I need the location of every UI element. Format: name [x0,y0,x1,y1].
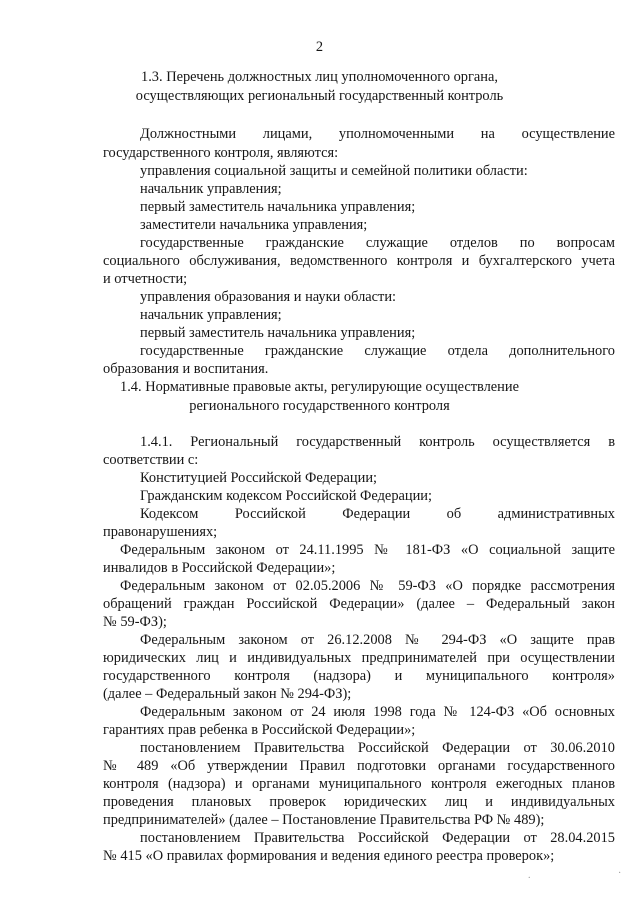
paragraph-line: государственного контроля, являются: [103,145,339,161]
paragraph-line: постановлением Правительства Российской Федерации от 28.04.2015 [140,830,615,846]
paragraph-line: Федеральным законом от 02.05.2006 № 59-ФЗ «О порядке рассмотрения [120,578,615,594]
paragraph-line: (далее – Федеральный закон № 294-ФЗ); [103,686,352,702]
section-1-4-heading-line-2: регионального государственного контроля [189,398,450,414]
paragraph-line: управления образования и науки области: [140,289,397,305]
paragraph-line: гарантиях прав ребенка в Российской Федерации»; [103,722,416,738]
paragraph-line: проведения плановых проверок юридических лиц и индивидуальных [103,794,615,810]
paragraph-line: обращений граждан Российской Федерации» (далее – Федеральный закон [103,596,615,612]
paragraph-line: начальник управления; [140,181,282,197]
paragraph-line: соответствии с: [103,452,199,468]
paragraph-line: постановлением Правительства Российской Федерации от 30.06.2010 [140,740,615,756]
paragraph-line: контроля (надзора) и органами муниципального контроля ежегодных планов [103,776,615,792]
paragraph-line: социального обслуживания, ведомственного контроля и бухгалтерского учета [103,253,615,269]
paragraph-line: и отчетности; [103,271,188,287]
paragraph-line: Федеральным законом от 24.11.1995 № 181-ФЗ «О социальной защите [120,542,615,558]
paragraph-line: образования и воспитания. [103,361,269,377]
page-number: 2 [315,39,324,55]
paragraph-line: правонарушениях; [103,524,218,540]
paragraph-line: 1.4.1. Региональный государственный контроль осуществляется в [140,434,615,450]
paragraph-line: начальник управления; [140,307,282,323]
section-1-4-heading-line-1: 1.4. Нормативные правовые акты, регулирующие осуществление [120,379,519,395]
section-1-3-heading-line-2: осуществляющих региональный государственный контроль [135,88,504,104]
paragraph-line: № 59-ФЗ); [103,614,167,630]
paragraph-line: первый заместитель начальника управления; [140,199,416,215]
paragraph-line: предпринимателей» (далее – Постановление Правительства РФ № 489); [103,812,545,828]
paragraph-line: Кодексом Российской Федерации об административных [140,506,615,522]
paragraph-line: Федеральным законом от 26.12.2008 № 294-ФЗ «О защите прав [140,632,615,648]
paragraph-line: государственного контроля (надзора) и муниципального контроля» [103,668,615,684]
scan-speck: · [618,868,622,879]
paragraph-line: Федеральным законом от 24 июля 1998 года № 124-ФЗ «Об основных [140,704,615,720]
section-1-3-heading-line-1: 1.3. Перечень должностных лиц уполномоченного органа, [141,69,498,85]
paragraph-line: № 489 «Об утверждении Правил подготовки органами государственного [103,758,615,774]
paragraph-line: управления социальной защиты и семейной политики области: [140,163,528,179]
scan-speck: . [528,870,531,881]
paragraph-line: Конституцией Российской Федерации; [140,470,378,486]
paragraph-line: первый заместитель начальника управления; [140,325,416,341]
paragraph-line: инвалидов в Российской Федерации»; [103,560,336,576]
paragraph-line: юридических лиц и индивидуальных предпринимателей при осуществлении [103,650,615,666]
paragraph-line: государственные гражданские служащие отделов по вопросам [140,235,615,251]
paragraph-line: Гражданским кодексом Российской Федерации; [140,488,433,504]
paragraph-line: заместители начальника управления; [140,217,368,233]
paragraph-line: государственные гражданские служащие отдела дополнительного [140,343,615,359]
paragraph-line: № 415 «О правилах формирования и ведения единого реестра проверок»; [103,848,555,864]
paragraph-line: Должностными лицами, уполномоченными на осуществление [140,126,615,142]
